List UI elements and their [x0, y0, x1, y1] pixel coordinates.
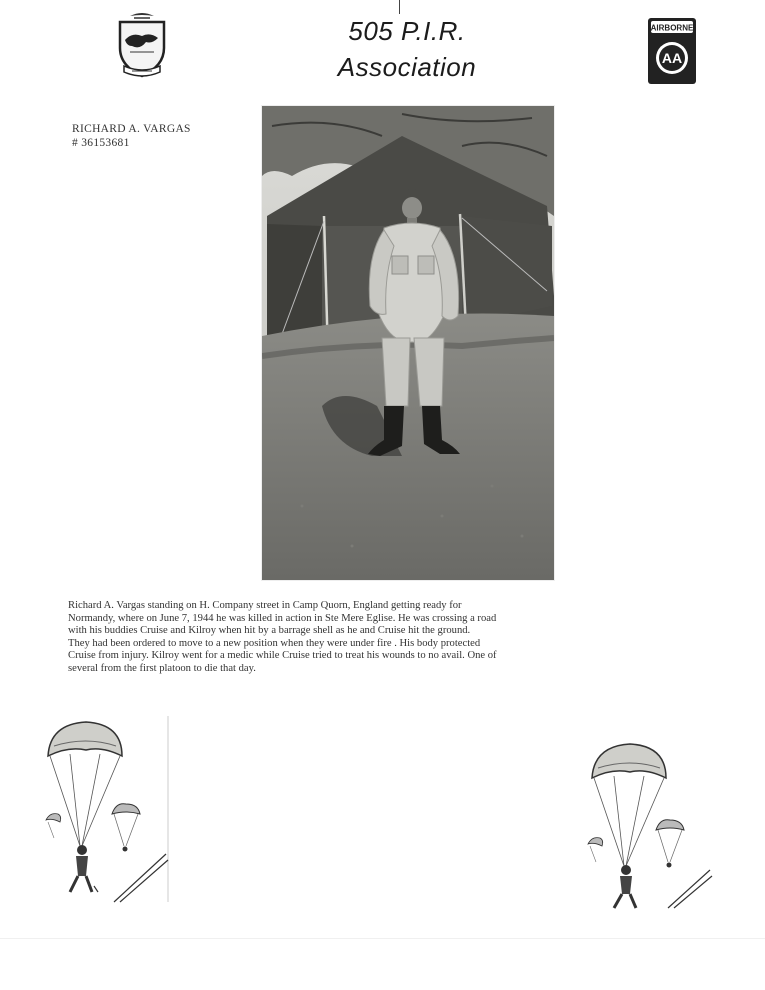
paratrooper-icon — [40, 716, 172, 912]
caption-line: several from the first platoon to die that day. — [68, 662, 256, 674]
page-title-line2: Association — [337, 52, 477, 82]
paratrooper-icon — [584, 738, 716, 914]
subject-serial: # 36153681 — [72, 137, 130, 149]
scan-edge-line — [0, 938, 765, 939]
regimental-crest-icon — [112, 8, 172, 80]
page-title-line1: 505 P.I.R. — [348, 16, 466, 46]
caption-line: Normandy, where on June 7, 1944 he was killed in action in Ste Mere Eglise. He was crossing a road — [68, 612, 497, 624]
soldier-photo — [262, 106, 554, 580]
top-tick-mark — [399, 0, 400, 14]
patch-tab-text: AIRBORNE — [650, 23, 694, 33]
caption-line: Richard A. Vargas standing on H. Company street in Camp Quorn, England getting ready for — [68, 600, 462, 611]
airborne-82-patch-icon — [648, 18, 696, 84]
caption-line: Cruise from injury. Kilroy went for a medic while Cruise tried to treat his wounds to no avail. One of — [68, 650, 497, 661]
patch-letters: AA — [661, 50, 683, 66]
photo-caption — [68, 600, 588, 675]
caption-line: They had been ordered to move to a new position when they were under fire . His body protected — [68, 637, 481, 649]
subject-name: RICHARD A. VARGAS — [72, 123, 191, 135]
caption-line: with his buddies Cruise and Kilroy when hit by a barrage shell as he and Cruise hit the ground. — [68, 625, 471, 636]
